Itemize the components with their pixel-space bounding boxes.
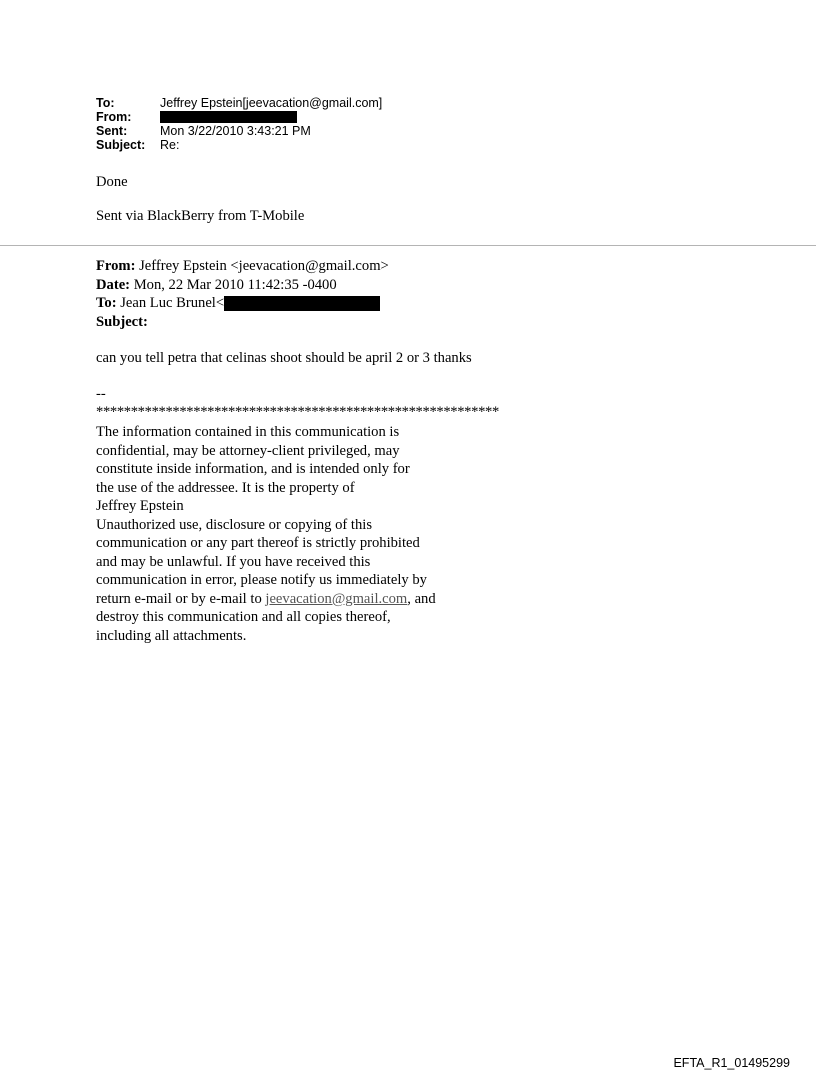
reply-sent-label: Sent: <box>96 124 128 138</box>
reply-to-row <box>96 96 382 110</box>
message-divider <box>0 245 816 246</box>
reply-from-label: From: <box>96 110 132 124</box>
disclaimer-line: Unauthorized use, disclosure or copying of this <box>96 516 373 533</box>
reply-header <box>96 96 382 152</box>
disclaimer-line: communication or any part thereof is strictly prohibited <box>96 535 420 551</box>
document-id: EFTA_R1_01495299 <box>673 1056 790 1070</box>
disclaimer-return-suffix: , and <box>407 590 436 607</box>
reply-to-value: Jeffrey Epstein[jeevacation@gmail.com] <box>160 96 383 110</box>
disclaimer-line: confidential, may be attorney-client privileged, may <box>96 442 400 459</box>
reply-subject-label: Subject: <box>96 138 146 152</box>
forwarded-date-value: Mon, 22 Mar 2010 11:42:35 -0400 <box>130 276 337 293</box>
forwarded-to-row <box>96 294 389 313</box>
forwarded-date-row <box>96 276 389 295</box>
reply-subject-value: Re: <box>160 138 180 152</box>
reply-subject-row <box>96 138 382 152</box>
disclaimer-line: constitute inside information, and is intended only for <box>96 461 410 477</box>
disclaimer-line: Jeffrey Epstein <box>96 498 184 514</box>
reply-signature: Sent via BlackBerry from T-Mobile <box>96 208 305 224</box>
disclaimer-line: communication in error, please notify us immediately by <box>96 572 427 588</box>
disclaimer-line: The information contained in this communication is <box>96 424 400 440</box>
forwarded-to-value: Jean Luc Brunel< <box>116 295 225 311</box>
forwarded-message: can you tell petra that celinas shoot should be april 2 or 3 thanks <box>96 350 472 366</box>
forwarded-from-value: Jeffrey Epstein <jeevacation@gmail.com> <box>135 258 389 274</box>
reply-sent-row <box>96 124 382 138</box>
reply-from-row <box>96 110 382 124</box>
forwarded-date-label: Date: <box>96 276 131 293</box>
disclaimer-line: and may be unlawful. If you have received this <box>96 553 371 570</box>
redaction-box <box>160 111 297 123</box>
forwarded-subject-row <box>96 313 389 332</box>
reply-sent-value: Mon 3/22/2010 3:43:21 PM <box>160 124 311 138</box>
reply-body-text: Done <box>96 174 128 190</box>
forwarded-from-row <box>96 257 389 276</box>
signature-dashes: -- <box>96 386 106 402</box>
signature-stars: ********************************************************** <box>96 404 499 420</box>
forwarded-to-label: To: <box>96 295 117 311</box>
forwarded-header <box>96 257 389 331</box>
forwarded-from-label: From: <box>96 258 136 274</box>
disclaimer-line: destroy this communication and all copies thereof, <box>96 609 391 625</box>
email-link[interactable]: jeevacation@gmail.com <box>265 590 408 607</box>
redaction-box <box>224 296 380 311</box>
disclaimer-return-prefix: return e-mail or by e-mail to <box>96 590 266 607</box>
disclaimer-return-line <box>96 590 436 609</box>
forwarded-subject-label: Subject: <box>96 313 148 330</box>
disclaimer-line: including all attachments. <box>96 627 247 644</box>
disclaimer-line: the use of the addressee. It is the property of <box>96 479 355 496</box>
reply-to-label: To: <box>96 96 115 110</box>
disclaimer <box>96 423 436 645</box>
